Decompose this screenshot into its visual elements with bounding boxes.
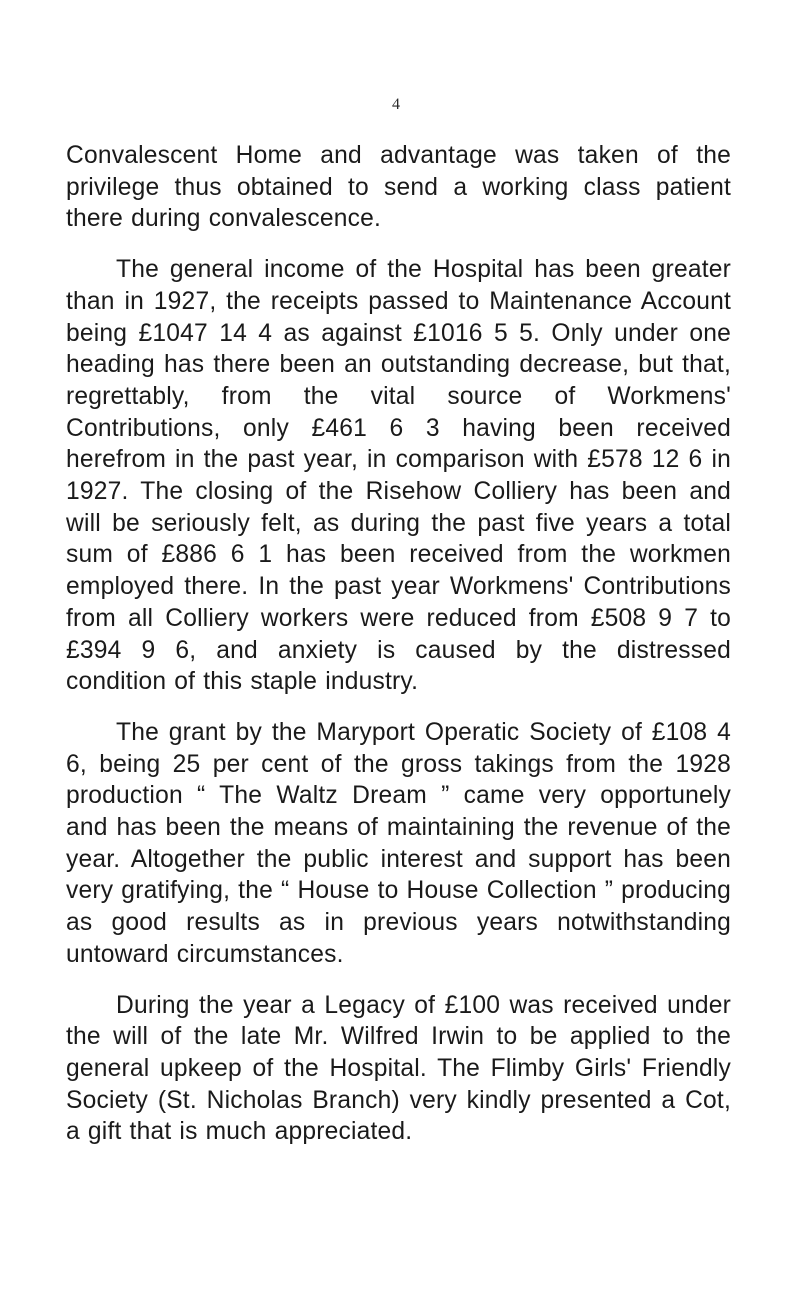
paragraph-operatic-society-grant: The grant by the Maryport Operatic Society of £108 4 6, being 25 per cent of the gross takings from the 1928 production “ The Waltz Dream ” came very opportunely and has been the means of maintaining the revenue of the year. Altogether the public interest and support has been very gratifying, the “ House to House Collection ” producing as good results as in previous years notwithstanding untoward circumstances.: [66, 718, 731, 968]
paragraph-general-income: The general income of the Hospital has been greater than in 1927, the receipts passed to Maintenance Account being £1047 14 4 as against £1016 5 5. Only under one heading has there been an outstanding decrease, but that, regrettably, from the vital source of Workmens' Contributions, only £461 6 3 having been received herefrom in the past year, in comparison with £578 12 6 in 1927. The closing of the Risehow Colliery has been and will be seriously felt, as during the past five years a total sum of £886 6 1 has been received from the workmen employed there. In the past year Workmens' Contributions from all Colliery workers were reduced from £508 9 7 to £394 9 6, and anxiety is caused by the distressed condition of this staple industry.: [66, 256, 731, 696]
paragraph-convalescent-home: Convalescent Home and advantage was taken of the privilege thus obtained to send a working class patient there during convalescence.: [66, 142, 731, 233]
body-text: [66, 140, 731, 1167]
page-number: 4: [392, 96, 400, 113]
paragraph-legacy: During the year a Legacy of £100 was received under the will of the late Mr. Wilfred Irwin to be applied to the general upkeep of the Hospital. The Flimby Girls' Friendly Society (St. Nicholas Branch) very kindly presented a Cot, a gift that is much appreciated.: [66, 991, 731, 1146]
